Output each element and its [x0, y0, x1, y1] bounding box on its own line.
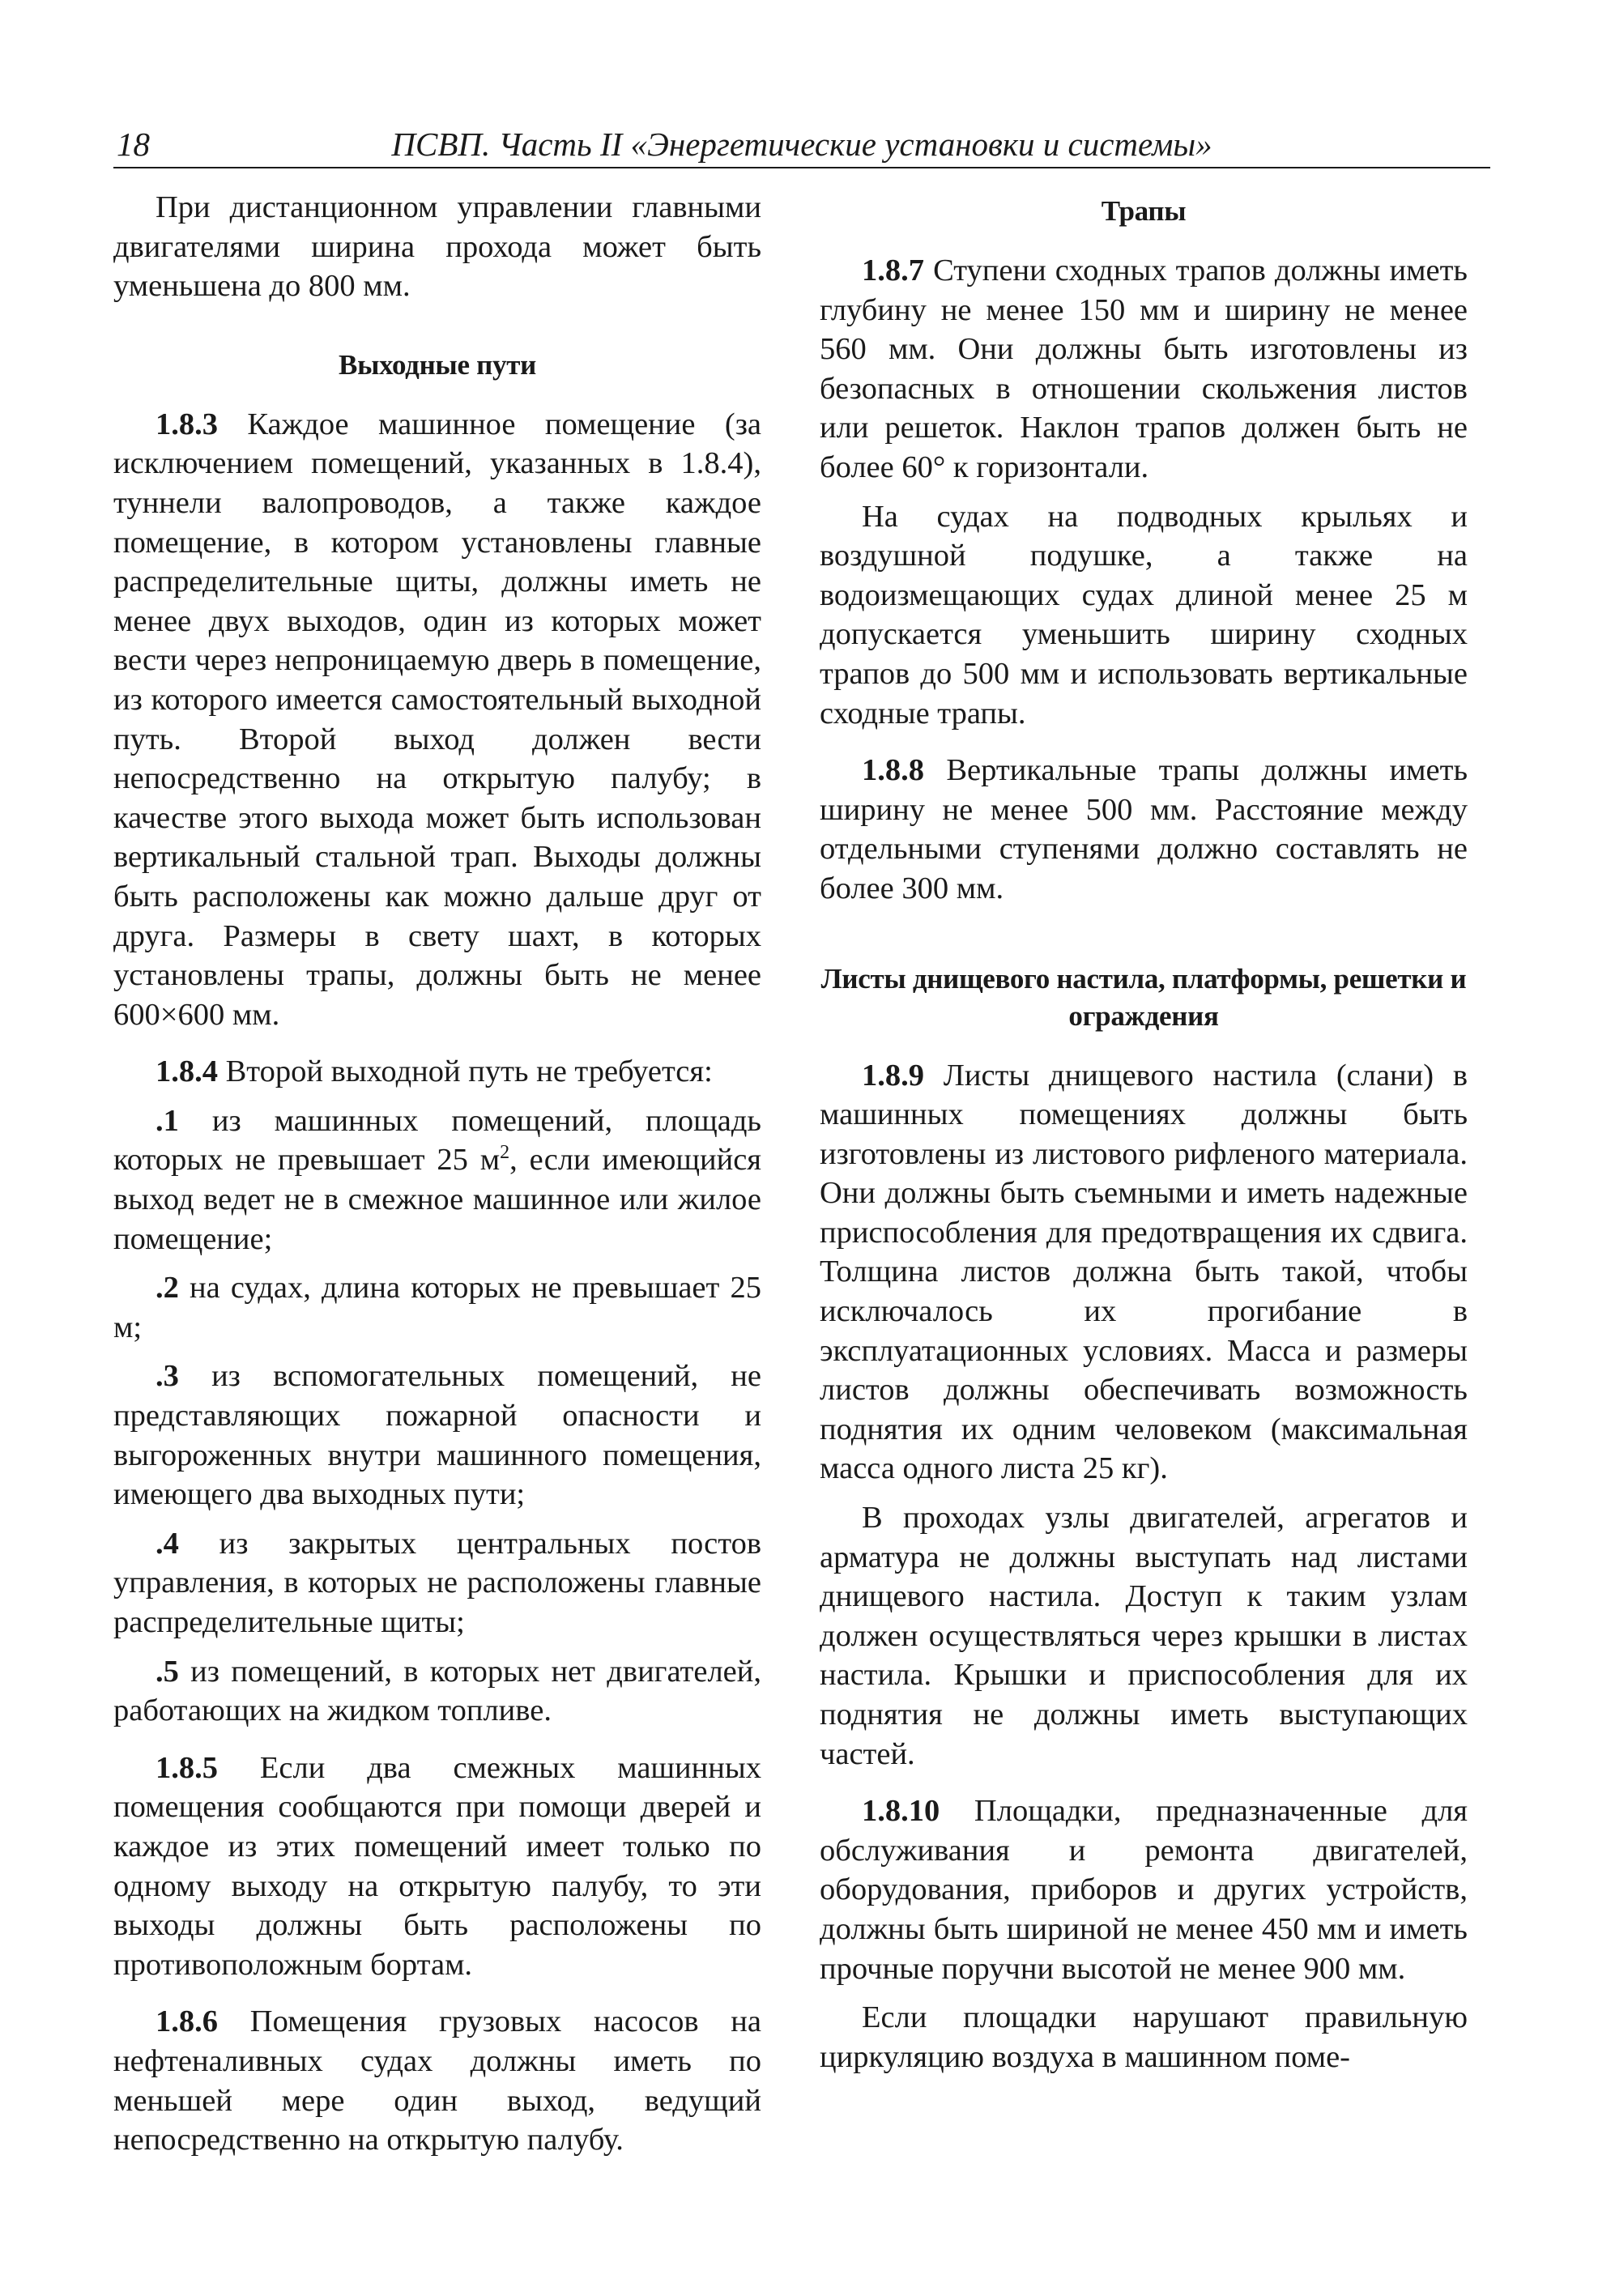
- item-text: из закрытых центральных постов управления, в которых не расположены главные распределительные щиты;: [113, 1526, 761, 1639]
- left-column: [113, 188, 761, 2245]
- clause-number: 1.8.4: [156, 1054, 218, 1089]
- clause-text: Листы днищевого настила (слани) в машинных помещениях должны быть изготовлены из листового рифленого материала. Они должны быть съемными и иметь надежные приспособления для предотвращения их сдвига. Толщина листов должна быть такой, чтобы исключалось их прогибание в эксплуатационных условиях. Масса и размеры листов должны обеспечивать возможность поднятия их одним человеком (максимальная масса одного листа 25 кг).: [820, 1058, 1468, 1486]
- paragraph-1-8-7-cont: На судах на подводных крыльях и воздушной подушке, а также на водоизмещающих судах длиной менее 25 м допускается уменьшить ширину сходных трапов до 500 мм и использовать вертикальные сходные трапы.: [820, 499, 1468, 731]
- list-item-1: [113, 1101, 761, 1259]
- clause-number: 1.8.9: [862, 1058, 924, 1093]
- clause-number: 1.8.8: [862, 753, 924, 788]
- item-text: из вспомогательных помещений, не представляющих пожарной опасности и выгороженных внутри машинного помещения, имеющего два выходных пути;: [113, 1359, 761, 1512]
- running-title: ПСВП. Часть II «Энергетические установки и системы»: [391, 126, 1212, 163]
- item-text-cont: , если имеющийся выход ведет не в смежное машинное или жилое помещение;: [113, 1143, 761, 1256]
- right-column: [820, 188, 1468, 2245]
- clause-number: 1.8.5: [156, 1750, 218, 1785]
- list-item-2: [113, 1268, 761, 1347]
- page-number: 18: [117, 126, 150, 163]
- clause-number: 1.8.7: [862, 253, 924, 288]
- paragraph-1-8-9: [820, 1056, 1468, 1489]
- clause-text: Вертикальные трапы должны иметь ширину не менее 500 мм. Расстояние между отдельными ступенями должно составлять не более 300 мм.: [820, 753, 1468, 905]
- paragraph-1-8-10: [820, 1791, 1468, 1988]
- item-number: .5: [156, 1654, 179, 1689]
- section-heading-ladders: Трапы: [1101, 195, 1187, 227]
- section-heading-exits: Выходные пути: [339, 348, 536, 381]
- clause-number: 1.8.6: [156, 2004, 218, 2039]
- clause-text: Второй выходной путь не требуется:: [218, 1054, 713, 1089]
- paragraph-intro: При дистанционном управлении главными двигателями ширина прохода может быть уменьшена до 800 мм.: [113, 190, 761, 304]
- section-heading-floor-plates: Листы днищевого настила, платформы, решетки и ограждения: [820, 962, 1467, 1032]
- clause-text: Ступени сходных трапов должны иметь глубину не менее 150 мм и ширину не менее 560 мм. Они должны быть изготовлены из безопасных в отношении скольжения листов или решеток. Наклон трапов должен быть не более 60° к горизонтали.: [820, 253, 1468, 484]
- item-number: .4: [156, 1526, 179, 1561]
- running-header: [113, 121, 1490, 168]
- paragraph-1-8-5: [113, 1749, 761, 1985]
- paragraph-1-8-7: [820, 251, 1468, 488]
- item-text: на судах, длина которых не превышает 25 м;: [113, 1271, 761, 1344]
- item-text: из машинных помещений, площадь которых не превышает 25 м: [113, 1103, 761, 1178]
- paragraph-1-8-8: [820, 751, 1468, 908]
- paragraph-1-8-3: [113, 405, 761, 1035]
- paragraph-1-8-9-cont: В проходах узлы двигателей, агрегатов и арматура не должны выступать над листами днищевого настила. Доступ к таким узлам должен осуществляться через крышки в листах настила. Крышки и приспособления для их поднятия не должны иметь выступающих частей.: [820, 1501, 1468, 1771]
- clause-text: Если два смежных машинных помещения сообщаются при помощи дверей и каждое из этих помещений имеет только по одному выходу на открытую палубу, то эти выходы должны быть расположены по противоположным бортам.: [113, 1750, 761, 1982]
- item-number: .1: [156, 1103, 179, 1138]
- item-number: .2: [156, 1271, 179, 1306]
- item-number: .3: [156, 1359, 179, 1394]
- paragraph-1-8-6: [113, 2002, 761, 2159]
- clause-number: 1.8.3: [156, 407, 218, 441]
- paragraph-1-8-10-cont: Если площадки нарушают правильную циркуляцию воздуха в машинном поме-: [820, 2000, 1468, 2074]
- clause-text: Помещения грузовых насосов на нефтеналивных судах должны иметь по меньшей мере один выход, ведущий непосредственно на открытую палубу.: [113, 2004, 761, 2158]
- list-item-4: [113, 1524, 761, 1642]
- clause-number: 1.8.10: [862, 1794, 940, 1829]
- clause-text: Площадки, предназначенные для обслуживания и ремонта двигателей, оборудования, приборов и других устройств, должны быть шириной не менее 450 мм и иметь прочные поручни высотой не менее 900 мм.: [820, 1794, 1468, 1986]
- superscript: 2: [500, 1142, 510, 1164]
- list-item-5: [113, 1652, 761, 1731]
- item-text: из помещений, в которых нет двигателей, работающих на жидком топливе.: [113, 1654, 761, 1728]
- list-item-3: [113, 1357, 761, 1514]
- paragraph-1-8-4: [113, 1052, 761, 1092]
- clause-text: Каждое машинное помещение (за исключением помещений, указанных в 1.8.4), туннели валопроводов, а также каждое помещение, в котором установлены главные распределительные щиты, должны иметь не менее двух выходов, один из которых может вести через непроницаемую дверь в помещение, из которого имеется самостоятельный выходной путь. Второй выход должен вести непосредственно на открытую палубу; в качестве этого выхода может быть использован вертикальный стальной трап. Выходы должны быть расположены как можно дальше друг от друга. Размеры в свету шахт, в которых установлены трапы, должны быть не менее 600×600 мм.: [113, 407, 761, 1032]
